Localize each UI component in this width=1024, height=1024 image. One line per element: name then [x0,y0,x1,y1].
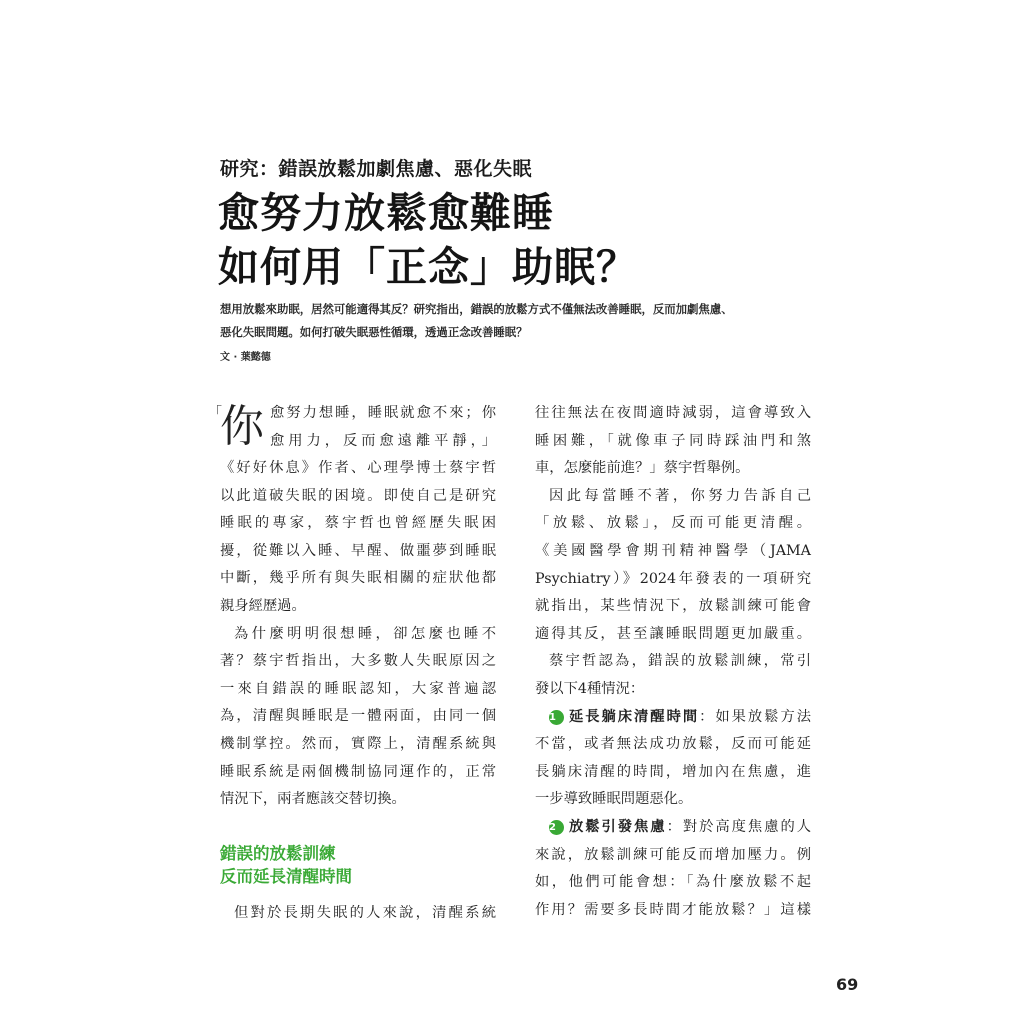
text-line: Psychiatry）》2024年發表的一項研究 [535,570,811,587]
text-line [535,704,811,732]
text-line: 一步導致睡眠問題惡化。 [535,791,693,808]
text-line: 睡困難，「就像車子同時踩油門和煞 [535,432,811,449]
text-line: 但對於長期失眠的人來說，清醒系統 [234,904,496,921]
text-line: 往往無法在夜間適時減弱，這會導致入 [535,405,811,421]
text-line: 《美國醫學會期刊精神醫學（JAMA [535,542,811,559]
article-dek [220,298,820,344]
text-line: 愈努力想睡，睡眠就愈不來；你 [270,405,496,421]
text-line: 睡眠的專家，蔡宇哲也曾經歷失眠困 [220,515,496,532]
article-kicker: 研究：錯誤放鬆加劇焦慮、惡化失眠 [220,158,533,180]
body-column-left [208,400,496,927]
text-line: 機制掌控。然而，實際上，清醒系統與 [220,735,496,752]
item-text: ：對於高度焦慮的人 [666,818,812,835]
paragraph-3 [220,900,496,928]
subhead-line-2: 反而延長清醒時間 [220,866,352,886]
numbered-item-1 [535,704,811,814]
text-line: 「放鬆、放鬆」，反而可能更清醒。 [535,515,811,532]
paragraph-continued [535,400,811,483]
text-line: 如，他們可能會想：「為什麼放鬆不起 [535,874,811,891]
text-line: 車，怎麼能前進？」蔡宇哲舉例。 [535,460,750,477]
item-title: 延長躺床清醒時間 [567,708,700,725]
text-line: 著？蔡宇哲指出，大多數人失眠原因之 [220,653,496,670]
text-line: 中斷，幾乎所有與失眠相關的症狀他都 [220,570,496,587]
dropcap-letter: 你 [220,401,264,452]
dek-line-1: 想用放鬆來助眠，居然可能適得其反？研究指出，錯誤的放鬆方式不僅無法改善睡眠，反而加劇焦慮、 [220,302,733,316]
text-line: 親身經歷過。 [220,597,306,614]
dropcap-quote: 「 [208,405,222,421]
text-line: 為，清醒與睡眠是一體兩面，由同一個 [220,708,496,725]
numbered-item-2 [535,814,811,924]
headline-line-2: 如何用「正念」助眠？ [218,243,638,291]
text-line: 為什麼明明很想睡，卻怎麼也睡不 [234,625,496,642]
dropcap-block [208,400,496,455]
text-line: 情況下，兩者應該交替切換。 [220,791,406,808]
body-column-right [535,400,811,924]
text-line: 作用？需要多長時間才能放鬆？」這樣 [535,901,811,918]
text-line: 一來自錯誤的睡眠認知，大家普遍認 [220,680,496,697]
text-line: 發以下4種情況： [535,680,645,697]
text-line: 愈用力，反而愈遠離平靜，」 [270,432,496,449]
paragraph-jama [535,483,811,649]
text-line: 《好好休息》作者、心理學博士蔡宇哲 [220,460,496,476]
section-subhead [220,842,496,888]
text-line: 擾，從難以入睡、早醒、做噩夢到睡眠 [220,542,496,559]
text-line [535,814,811,842]
paragraph-2 [220,621,496,814]
headline-line-1: 愈努力放鬆愈難睡 [218,189,554,237]
text-line: 不當，或者無法成功放鬆，反而可能延 [535,736,811,753]
paragraph-1 [220,455,496,621]
text-line: 因此每當睡不著，你努力告訴自己 [549,487,811,504]
dropcap-lines [270,400,496,455]
item-title: 放鬆引發焦慮 [567,818,667,835]
text-line: 長躺床清醒的時間，增加內在焦慮，進 [535,763,811,780]
paragraph-cases [535,648,811,703]
text-line: 適得其反，甚至讓睡眠問題更加嚴重。 [535,625,811,642]
text-line: 以此道破失眠的困境。即使自己是研究 [220,487,496,504]
page-number: 69 [836,975,859,994]
item-text: ：如果放鬆方法 [699,708,812,725]
text-line: 就指出，某些情況下，放鬆訓練可能會 [535,598,811,615]
text-line: 來說，放鬆訓練可能反而增加壓力。例 [535,846,811,863]
article-headline [218,186,638,294]
number-badge-icon: 1 [549,710,564,725]
number-badge-icon: 2 [549,820,564,835]
text-line: 蔡宇哲認為，錯誤的放鬆訓練，常引 [549,653,811,670]
article-byline: 文 · 葉懿德 [220,352,271,363]
text-line: 睡眠系統是兩個機制協同運作的，正常 [220,763,496,780]
subhead-line-1: 錯誤的放鬆訓練 [220,843,336,863]
dek-line-2: 惡化失眠問題。如何打破失眠惡性循環，透過正念改善睡眠？ [220,325,528,339]
